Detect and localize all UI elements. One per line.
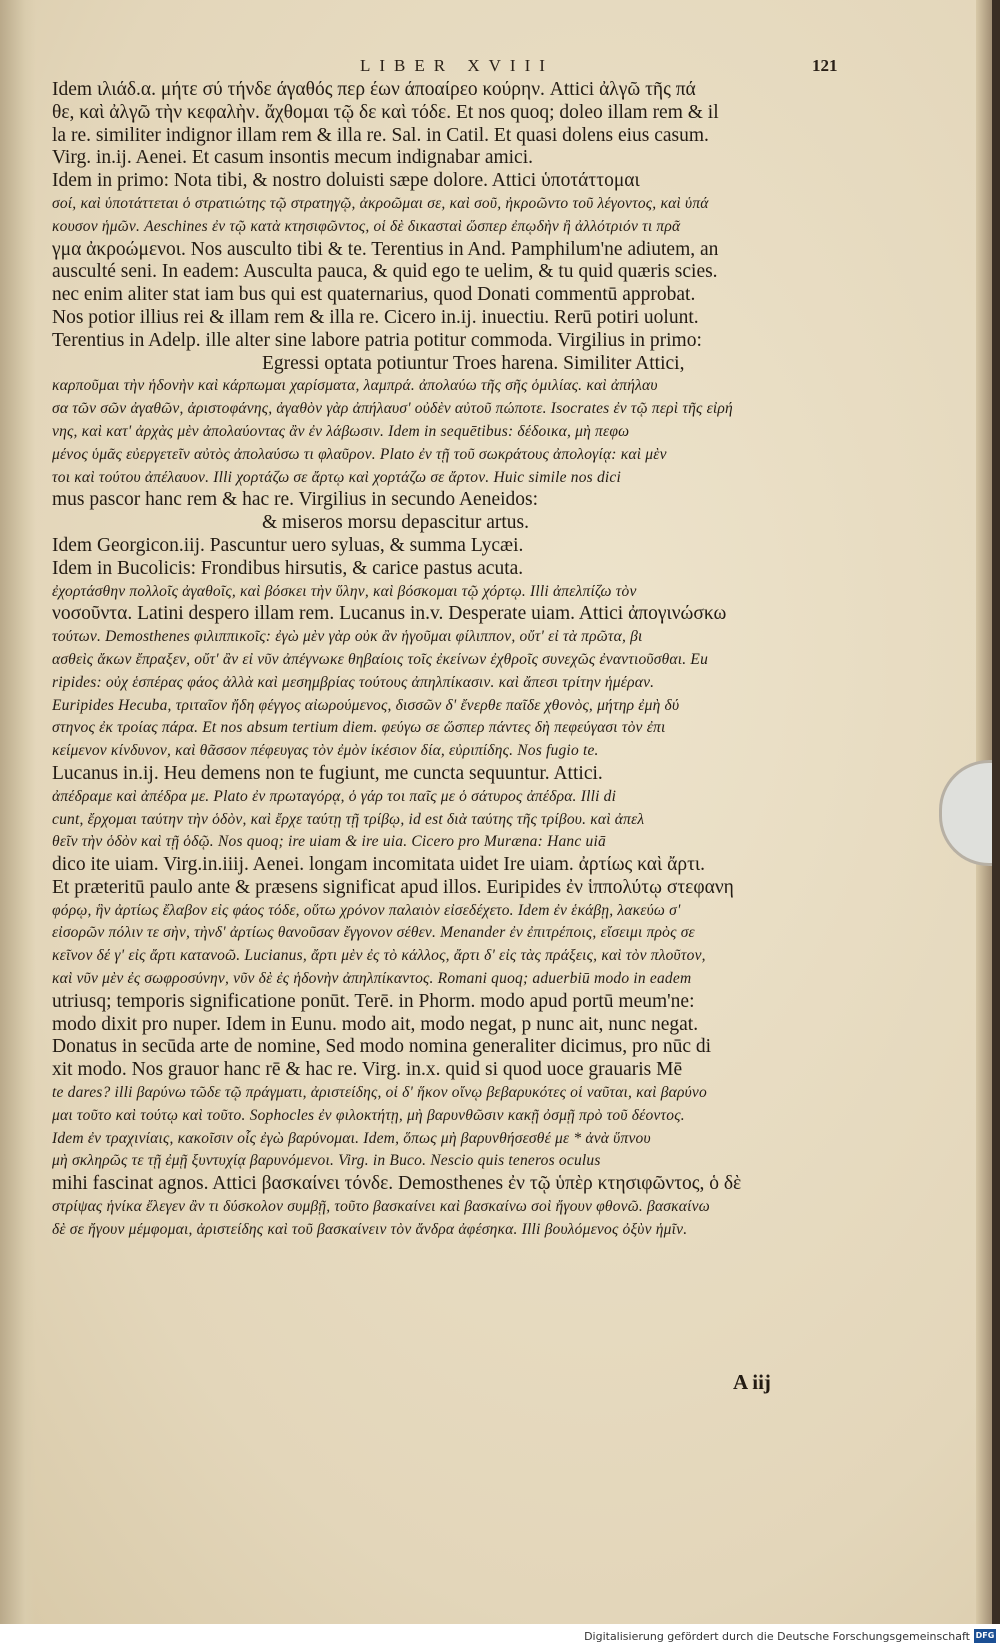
text-line: nec enim aliter stat iam bus qui est quaternarius, quod Donati commentū approbat. [52, 284, 696, 306]
footer-bar [0, 1624, 1000, 1651]
text-line: te dares? illi βαρύνω τῶδε τῷ πράγματι, ἀριστείδης, οἱ δ' ἥκον οἴνῳ βεβαρυκότες οἱ ναῦται, καὶ βαρύνο [52, 1084, 707, 1102]
text-line: mihi fascinat agnos. Attici βασκαίνει τόνδε. Demosthenes ἐν τῷ ὑπὲρ κτησιφῶντος, ὁ δὲ [52, 1173, 742, 1195]
text-line: Idem in Bucolicis: Frondibus hirsutis, & carice pastus acuta. [52, 557, 524, 579]
text-line: utriusq; temporis significatione ponūt. Terē. in Phorm. modo apud portū meum'ne: [52, 990, 695, 1012]
text-line: σοί, καὶ ὑποτάττεται ὁ στρατιώτης τῷ στρατηγῷ, ἀκροῶμαι σε, καὶ σοῦ, ἠκροῶντο τοῦ λέγοντος, καὶ ὑπά [52, 194, 709, 212]
text-line: καὶ νῦν μὲν ἐς σωφροσύνην, νῦν δὲ ἐς ἡδονὴν ἀπηλπίκαντος. Romani quoq; aduerbiū modo in eadem [52, 970, 692, 988]
text-line: Terentius in Adelp. ille alter sine labore patria potitur commoda. Virgilius in primo: [52, 329, 702, 351]
text-line: τοι καὶ τούτου ἀπέλαυον. Illi χορτάζω σε ἄρτῳ καὶ χορτάζω σε ἄρτον. Huic simile nos dici [52, 468, 622, 486]
text-line: Et præteritū paulo ante & præsens significat apud illos. Euripides ἐν ἱππολύτῳ στεφανη [52, 876, 734, 898]
text-line: στρίψας ἡνίκα ἔλεγεν ἂν τι δύσκολον συμβῇ, τοῦτο βασκαίνει καὶ βασκαίνω σοὶ ἤγουν φθονῶ. βασκαίνω [52, 1198, 710, 1216]
body-text [52, 79, 842, 1242]
text-line: κείμενον κίνδυνον, καὶ θᾶσσον πέφευγας τὸν ἐμὸν ἱκέσιον δία, εὐριπίδης. Nos fugio te. [52, 742, 599, 760]
text-line: Euripides Hecuba, τριταῖον ἤδη φέγγος αἰωρούμενος, δισσῶν δ' ἔνερθε παῖδε χθονὸς, μήτηρ ἐμὴ δύ [52, 696, 680, 714]
text-line: & miseros morsu depascitur artus. [262, 512, 529, 534]
text-line: mus pascor hanc rem & hac re. Virgilius in secundo Aeneidos: [52, 489, 539, 511]
text-line: τούτων. Demosthenes φιλιππικοῖς: ἐγὼ μὲν γὰρ οὐκ ἂν ἡγοῦμαι φίλιππον, οὔτ' εἰ τὰ πρῶτα, βι [52, 628, 643, 646]
text-line: μαι τοῦτο καὶ τούτῳ καὶ τοῦτο. Sophocles ἐν φιλοκτήτῃ, μὴ βαρυνθῶσιν κακῇ ὀσμῇ πρὸ τοῦ δέοντος. [52, 1106, 685, 1124]
text-line: Lucanus in.ij. Heu demens non te fugiunt, me cuncta sequuntur. Attici. [52, 762, 603, 784]
running-head: LIBER XVIII [360, 56, 554, 75]
footer-credit: Digitalisierung gefördert durch die Deutsche Forschungsgemeinschaft [584, 1630, 970, 1643]
text-line: ἐχορτάσθην πολλοῖς ἀγαθοῖς, καὶ βόσκει τὴν ὕλην, καὶ βόσκομαι τῷ χόρτῳ. Illi ἀπελπίζω τὸν [52, 582, 637, 600]
text-line: ausculté seni. In eadem: Ausculta pauca, & quid ego te uelim, & tu quid quæris scies. [52, 261, 718, 283]
text-line: καρποῦμαι τὴν ἡδονὴν καὶ κάρπωμαι χαρίσματα, λαμπρά. ἀπολαύω τῆς σῆς ὁμιλίας. καὶ ἀπήλαυ [52, 377, 658, 395]
text-line: Donatus in secūda arte de nomine, Sed modo nomina generaliter dicimus, pro nūc di [52, 1036, 712, 1058]
text-line: modo dixit pro nuper. Idem in Eunu. modo ait, modo negat, p nunc ait, nunc negat. [52, 1013, 699, 1035]
text-line: δὲ σε ἤγουν μέμφομαι, ἀριστείδης καὶ τοῦ βασκαίνειν τὸν ἄνδρα ἀφέσηκα. Illi βουλόμενος ὀξὺν ἡμῖν. [52, 1220, 688, 1238]
text-line: Idem Georgicon.iij. Pascuntur uero syluas, & summa Lycæi. [52, 534, 524, 556]
text-line: Egressi optata potiuntur Troes harena. Similiter Attici, [262, 352, 685, 374]
dfg-logo: DFG [974, 1629, 996, 1643]
text-line: la re. similiter indignor illam rem & illa re. Sal. in Catil. Et quasi dolens eius casum. [52, 124, 709, 146]
text-line: θε, καὶ ἀλγῶ τὴν κεφαλὴν. ἄχθομαι τῷ δε καὶ τόδε. Et nos quoq; doleo illam rem & il [52, 101, 719, 123]
text-line: στηνος ἐκ τροίας πάρα. Et nos absum tertium diem. φεύγω σε ὥσπερ πάντες δὴ πεφεύγασι τὸν ἐπι [52, 719, 666, 737]
text-line: ripides: οὐχ ἑσπέρας φάος ἀλλὰ καὶ μεσημβρίας τούτους ἀπηλπίκασιν. καὶ ἄπεσι τρίτην ἡμέραν. [52, 673, 655, 691]
text-line: νοσοῦντα. Latini despero illam rem. Lucanus in.v. Desperate uiam. Attici ἀπογινώσκω [52, 603, 727, 625]
text-line: ἀπέδραμε καὶ ἀπέδρα με. Plato ἐν πρωταγόρᾳ, ὁ γάρ τοι παῖς με ὁ σάτυρος ἀπέδρα. Illi di [52, 787, 617, 805]
text-line: xit modo. Nos grauor hanc rē & hac re. Virg. in.x. quid si quod uoce grauaris Mē [52, 1059, 683, 1081]
text-line: γμα ἀκροώμενοι. Nos ausculto tibi & te. Terentius in And. Pamphilum'ne adiutem, an [52, 238, 719, 260]
text-line: μένος ὑμᾶς εὐεργετεῖν αὐτὸς ἀπολαύσω τι φλαῦρον. Plato ἐν τῇ τοῦ σωκράτους ἀπολογίᾳ: καὶ μὲν [52, 445, 667, 463]
signature-mark: A iij [733, 1370, 771, 1394]
text-line: εἰσορῶν πόλιν τε σὴν, τὴνδ' ἀρτίως θανοῦσαν ἔγγονον σέθεν. Menander ἐν ἐπιτρέποις, εἴσειμι πρὸς σε [52, 924, 695, 942]
text-line: κεῖνον δέ γ' εἰς ἄρτι κατανοῶ. Lucianus, ἄρτι μὲν ἐς τὸ κάλλος, ἄρτι δ' εἰς τὰς πράξεις, καὶ τὸν πλοῦτον, [52, 947, 706, 965]
text-line: Nos potior illius rei & illam rem & illa re. Cicero in.ij. inuectiu. Rerū potiri uolunt. [52, 306, 699, 328]
text-line: Idem ιλιάδ.α. μήτε σύ τήνδε άγαθός περ έων άποαίρεο κούρην. Attici ἀλγῶ τῆς πά [52, 79, 696, 100]
text-line: Idem ἐν τραχινίαις, κακοῖσιν οἷς ἐγὼ βαρύνομαι. Idem, ὅπως μὴ βαρυνθήσεσθέ με * ἀνὰ ὕπνου [52, 1129, 651, 1147]
text-line: φόρῳ, ἣν ἀρτίως ἔλαβον εἰς φάος τόδε, οὕτω χρόνον παλαιὸν εἰσεδέχετο. Idem ἐν ἑκάβῃ, λακεύω σ' [52, 901, 681, 919]
text-line: θεῖν τὴν ὁδὸν καὶ τῇ ὁδῷ. Nos quoq; ire uiam & ire uia. Cicero pro Muræna: Hanc uiā [52, 833, 606, 851]
bookmark-tab [939, 760, 992, 866]
page-gutter-shadow [0, 0, 36, 1624]
text-line: σα τῶν σῶν ἀγαθῶν, ἀριστοφάνης, ἀγαθὸν γὰρ ἀπήλαυσ' οὐδὲν αὐτοῦ πώποτε. Isocrates ἐν τῷ περὶ τῆς εἰρή [52, 400, 733, 418]
text-line: Virg. in.ij. Aenei. Et casum insontis mecum indignabar amici. [52, 147, 534, 169]
text-line: νης, καὶ κατ' ἀρχὰς μὲν ἀπολαύοντας ἂν ἐν λάβωσιν. Idem in sequētibus: δέδοικα, μὴ πεφω [52, 422, 630, 440]
text-line: Idem in primo: Nota tibi, & nostro doluisti sæpe dolore. Attici ὑποτάττομαι [52, 170, 640, 192]
text-line: dico ite uiam. Virg.in.iiij. Aenei. longam incomitata uidet Ire uiam. ἀρτίως καὶ ἄρτι. [52, 854, 706, 876]
folio-number: 121 [812, 56, 838, 75]
text-line: μὴ σκληρῶς τε τῇ ἐμῇ ξυντυχίᾳ βαρυνόμενοι. Virg. in Buco. Nescio quis teneros oculus [52, 1152, 601, 1170]
text-line: κουσον ἡμῶν. Aeschines ἐν τῷ κατὰ κτησιφῶντος, οἱ δὲ δικασταὶ ὥσπερ ἐπῳδὴν ἢ ἀλλότριόν τι πρᾶ [52, 217, 681, 235]
text-line: ασθεὶς ἄκων ἔπραξεν, οὔτ' ἂν εἰ νῦν ἀπέγνωκε θηβαίοις τοῖς ἐκείνων ἐχθροῖς συνεχῶς ἐναντιοῦσθαι. Eu [52, 650, 709, 668]
text-line: cunt, ἔρχομαι ταύτην τὴν ὁδὸν, καὶ ἔρχε ταύτῃ τῇ τρίβῳ, id est διὰ ταύτης τῆς τρίβου. καὶ ἀπελ [52, 810, 645, 828]
